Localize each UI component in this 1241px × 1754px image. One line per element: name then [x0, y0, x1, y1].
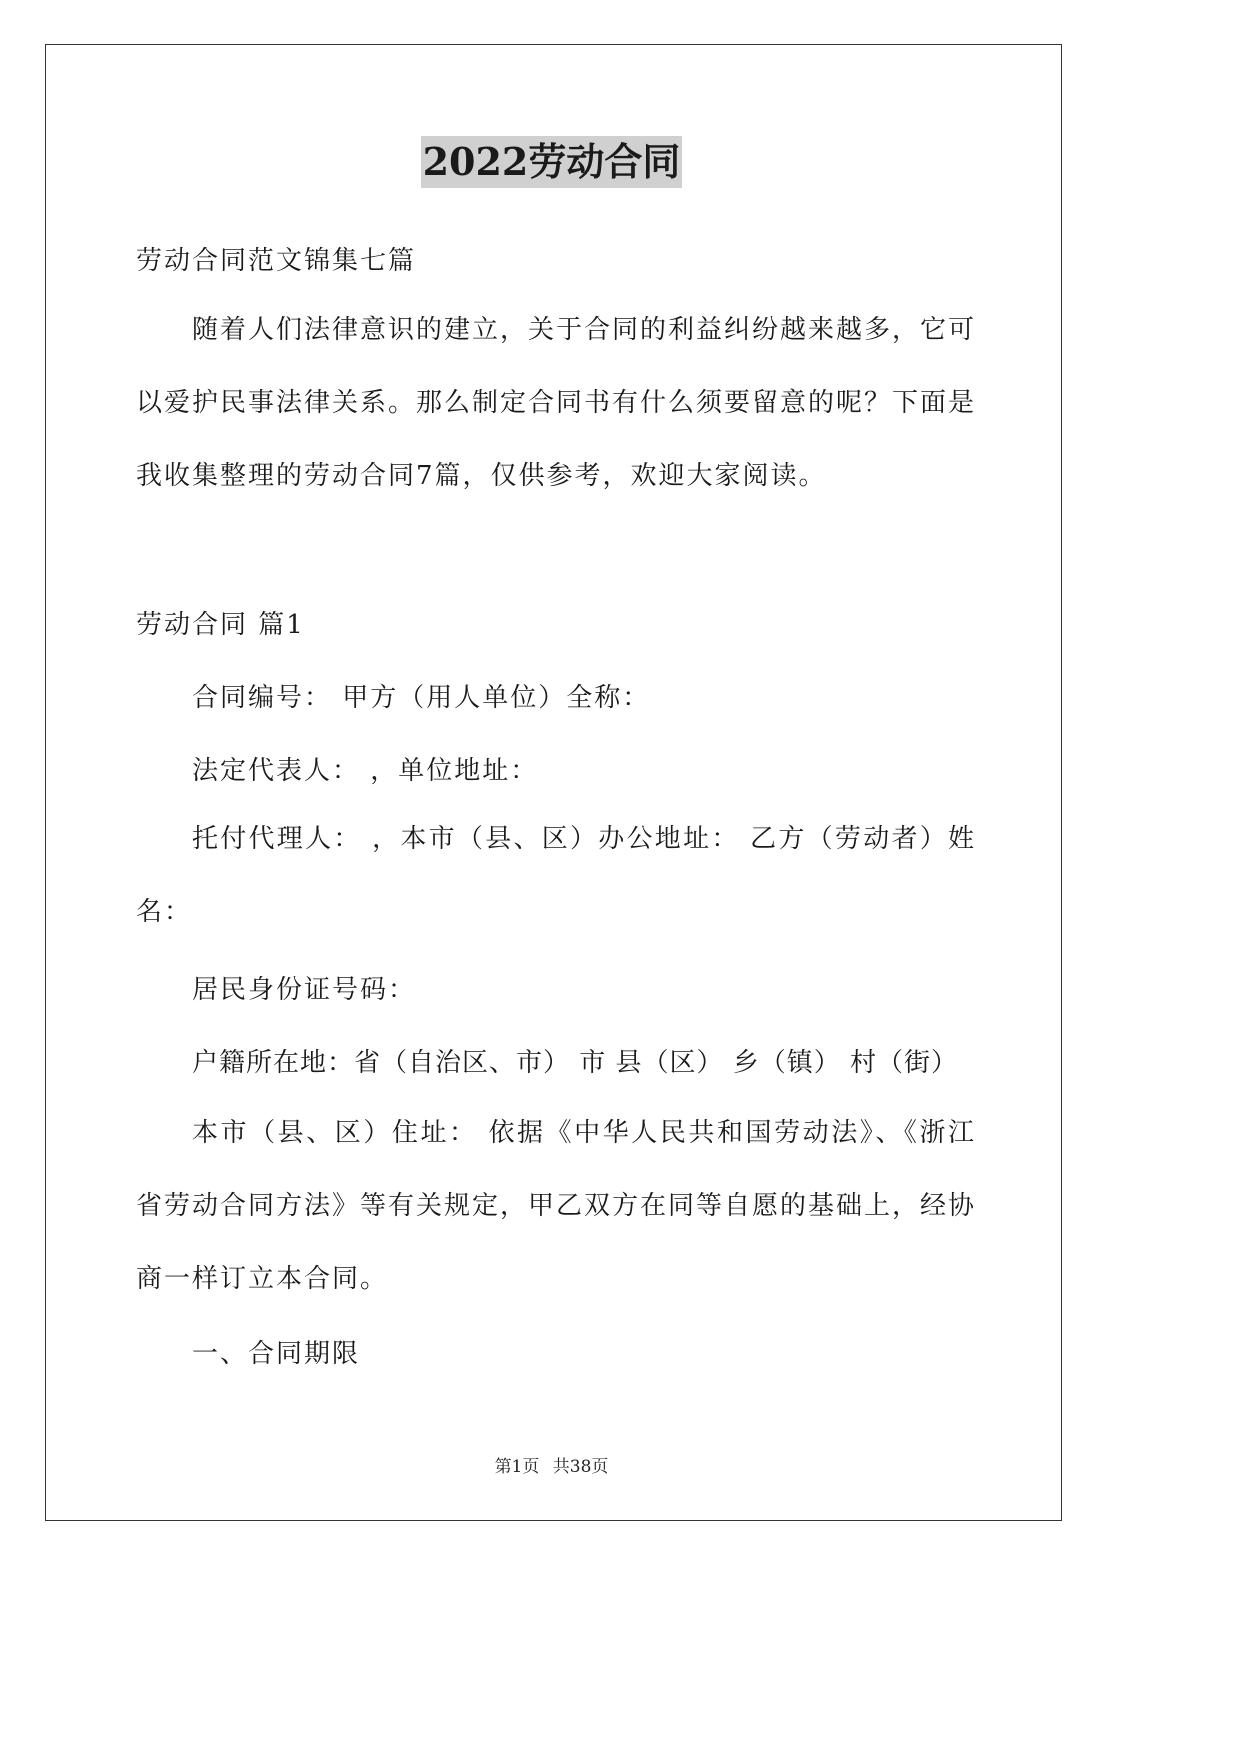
intro-paragraph: 随着人们法律意识的建立，关于合同的利益纠纷越来越多，它可以爱护民事法律关系。那么制定合同书有什么须要留意的呢？下面是我收集整理的劳动合同7篇，仅供参考，欢迎大家阅读。	[136, 315, 977, 491]
agent-line: 托付代理人： ，本市（县、区）办公地址： 乙方（劳动者）姓名：	[136, 824, 976, 927]
residence-line: 户籍所在地：省（自治区、市） 市 县（区） 乡（镇） 村（街）	[192, 1048, 959, 1078]
contract-number-line: 合同编号： 甲方（用人单位）全称：	[192, 683, 651, 713]
total-pages: 共38页	[552, 1457, 609, 1477]
document-title	[0, 136, 1103, 188]
document-subtitle: 劳动合同范文锦集七篇	[136, 246, 417, 276]
page-footer	[0, 1452, 1103, 1477]
section-heading: 劳动合同 篇1	[136, 610, 305, 640]
contract-term-heading: 一、合同期限	[192, 1339, 361, 1369]
document-title-text: 2022劳动合同	[421, 136, 683, 188]
page-number: 第1页	[494, 1457, 540, 1477]
legal-representative-line: 法定代表人： ，单位地址：	[192, 756, 539, 786]
address-basis-paragraph: 本市（县、区）住址： 依据《中华人民共和国劳动法》、《浙江省劳动合同方法》等有关规定，甲乙双方在同等自愿的基础上，经协商一样订立本合同。	[136, 1118, 977, 1294]
id-number-line: 居民身份证号码：	[192, 975, 417, 1005]
